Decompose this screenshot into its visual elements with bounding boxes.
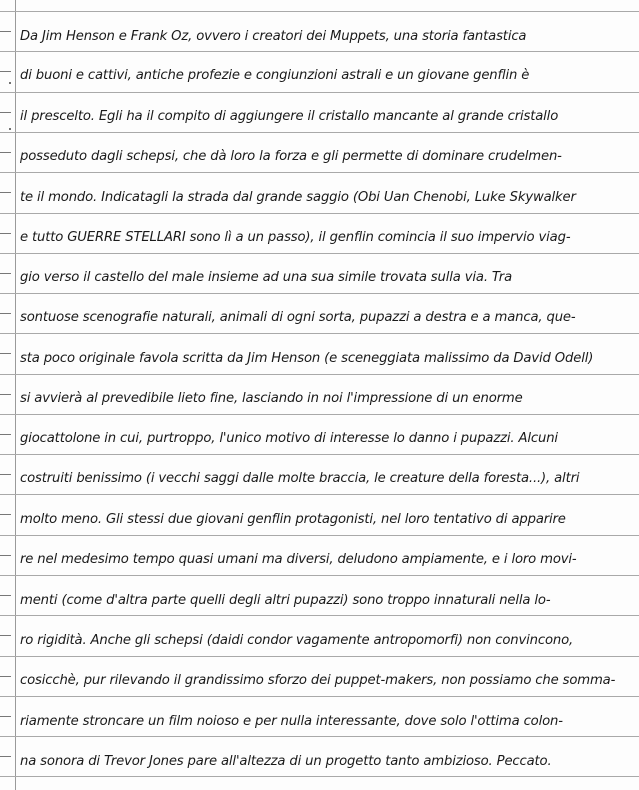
margin-tick xyxy=(0,676,11,677)
ruled-line xyxy=(0,92,639,93)
ruled-line xyxy=(0,414,639,415)
margin-tick xyxy=(0,756,11,757)
margin-tick xyxy=(0,434,11,435)
ruled-line xyxy=(0,51,639,52)
ruled-line xyxy=(0,575,639,576)
ruled-line xyxy=(0,333,639,334)
handwritten-line: re nel medesimo tempo quasi umani ma diversi, deludono ampiamente, e i loro movi- xyxy=(20,552,577,567)
handwritten-line: gio verso il castello del male insieme ad una sua simile trovata sulla via. Tra xyxy=(20,270,513,285)
ruled-line xyxy=(0,132,639,133)
ruled-line xyxy=(0,535,639,536)
margin-tick xyxy=(0,474,11,475)
margin-tick xyxy=(0,635,11,636)
ruled-line xyxy=(0,253,639,254)
handwritten-line: Da Jim Henson e Frank Oz, ovvero i creatori dei Muppets, una storia fantastica xyxy=(20,29,527,44)
margin-tick xyxy=(0,31,11,32)
margin-tick xyxy=(0,112,11,113)
ruled-line xyxy=(0,615,639,616)
margin-dot xyxy=(9,128,11,130)
margin-tick xyxy=(0,273,11,274)
ruled-line xyxy=(0,454,639,455)
ruled-line xyxy=(0,213,639,214)
handwritten-line: e tutto GUERRE STELLARI sono lì a un passo), il genflin comincia il suo impervio viag- xyxy=(20,230,571,245)
margin-tick xyxy=(0,233,11,234)
ruled-line xyxy=(0,293,639,294)
ruled-line xyxy=(0,172,639,173)
margin-tick xyxy=(0,71,11,72)
handwritten-line: menti (come d'altra parte quelli degli altri pupazzi) sono troppo innaturali nella lo- xyxy=(20,593,551,608)
handwritten-line: posseduto dagli schepsi, che dà loro la forza e gli permette di dominare crudelmen- xyxy=(20,149,562,164)
handwritten-line: riamente stroncare un film noioso e per nulla interessante, dove solo l'ottima colon- xyxy=(20,714,563,729)
margin-tick xyxy=(0,394,11,395)
margin-dot xyxy=(9,82,11,84)
ruled-line xyxy=(0,494,639,495)
margin-tick xyxy=(0,192,11,193)
margin-line xyxy=(15,0,16,790)
margin-tick xyxy=(0,313,11,314)
ruled-line xyxy=(0,696,639,697)
handwritten-line: il prescelto. Egli ha il compito di aggiungere il cristallo mancante al grande cristallo xyxy=(20,109,559,124)
margin-tick xyxy=(0,152,11,153)
margin-tick xyxy=(0,595,11,596)
margin-tick xyxy=(0,514,11,515)
handwritten-line: sontuose scenografie naturali, animali di ogni sorta, pupazzi a destra e a manca, que- xyxy=(20,310,576,325)
ruled-line xyxy=(0,11,639,12)
handwritten-line: costruiti benissimo (i vecchi saggi dalle molte braccia, le creature della foresta...), altri xyxy=(20,471,580,486)
ruled-line xyxy=(0,374,639,375)
handwritten-line: te il mondo. Indicatagli la strada dal grande saggio (Obi Uan Chenobi, Luke Skywalker xyxy=(20,190,576,205)
handwritten-line: si avvierà al prevedibile lieto fine, lasciando in noi l'impressione di un enorme xyxy=(20,391,523,406)
handwritten-line: na sonora di Trevor Jones pare all'altezza di un progetto tanto ambizioso. Peccato. xyxy=(20,754,552,769)
margin-tick xyxy=(0,716,11,717)
handwritten-line: giocattolone in cui, purtroppo, l'unico motivo di interesse lo danno i pupazzi. Alcuni xyxy=(20,431,558,446)
ruled-line xyxy=(0,736,639,737)
handwritten-line: di buoni e cattivi, antiche profezie e congiunzioni astrali e un giovane genflin è xyxy=(20,68,530,83)
handwritten-line: cosicchè, pur rilevando il grandissimo sforzo dei puppet-makers, non possiamo che somma- xyxy=(20,673,616,688)
margin-tick xyxy=(0,353,11,354)
handwritten-line: sta poco originale favola scritta da Jim Henson (e sceneggiata malissimo da David Odell) xyxy=(20,351,594,366)
ruled-line xyxy=(0,776,639,777)
margin-tick xyxy=(0,555,11,556)
handwritten-line: ro rigidità. Anche gli schepsi (daidi condor vagamente antropomorfi) non convincono, xyxy=(20,633,574,648)
ruled-line xyxy=(0,656,639,657)
handwritten-line: molto meno. Gli stessi due giovani genflin protagonisti, nel loro tentativo di apparire xyxy=(20,512,566,527)
